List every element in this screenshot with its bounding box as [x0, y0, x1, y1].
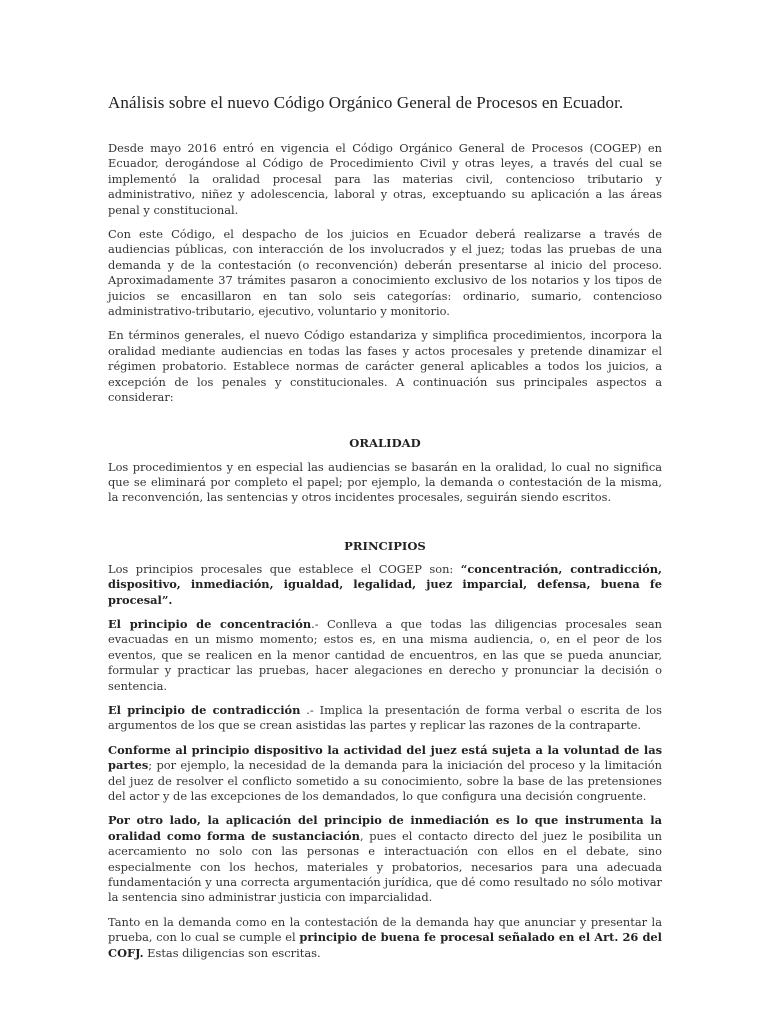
principio-inmediacion-paragraph	[108, 813, 662, 905]
principios-paragraph-1	[108, 562, 662, 608]
oralidad-paragraph: Los procedimientos y en especial las audiencias se basarán en la oralidad, lo cual no significa que se eliminará por completo el papel; por ejemplo, la demanda o contestación de la misma, la reconvención, las sentencias y otros incidentes procesales, seguirán siendo escritos.	[108, 459, 662, 505]
principio-inmediacion-text: , pues el contacto directo del juez le posibilita un acercamiento no solo con las personas e interactuación con ellos en el debate, sino especialmente con los hechos, materiales y probatorios, necesarios para una adecuada fundamentación y una correcta argumentación jurídica, que dé como resultado no sólo motivar la sentencia sino administrar justicia con imparcialidad.	[108, 828, 662, 905]
principios-list: “concentración, contradicción, dispositivo, inmediación, igualdad, legalidad, juez imparcial, defensa, buena fe procesal”.	[108, 561, 663, 607]
section-heading-oralidad: ORALIDAD	[349, 435, 421, 450]
document-title: Análisis sobre el nuevo Código Orgánico General de Procesos en Ecuador.	[108, 93, 624, 112]
intro-paragraph-2: Con este Código, el despacho de los juicios en Ecuador deberá realizarse a través de audiencias públicas, con interacción de los involucrados y el juez; todas las pruebas de una demanda y de la contestación (o reconvención) deberán presentarse al inicio del proceso. Aproximadamente 37 trámites pasaron a conocimiento exclusivo de los notarios y los tipos de juicios se encasillaron en tan solo seis categorías: ordinario, sumario, contencioso administrativo-tributario, ejecutivo, voluntario y monitorio.	[108, 227, 662, 319]
intro-paragraph-3: En términos generales, el nuevo Código estandariza y simplifica procedimientos, incorpora la oralidad mediante audiencias en todas las fases y actos procesales y pretende dinamizar el régimen probatorio. Establece normas de carácter general aplicables a todos los juicios, a excepción de los penales y constitucionales. A continuación sus principales aspectos a considerar:	[108, 328, 662, 405]
buena-fe-paragraph	[108, 915, 662, 961]
principio-contradiccion-text: .- Implica la presentación de forma verbal o escrita de los argumentos de los que se crean asistidas las partes y replicar las razones de la contraparte.	[108, 702, 662, 733]
intro-paragraph-1: Desde mayo 2016 entró en vigencia el Código Orgánico General de Procesos (COGEP) en Ecuador, derogándose al Código de Procedimiento Civil y otras leyes, a través del cual se implementó la oralidad procesal para las materias civil, contencioso tributario y administrativo, niñez y adolescencia, laboral y otras, exceptuando su aplicación a las áreas penal y constitucional.	[108, 141, 662, 217]
principio-dispositivo-text: ; por ejemplo, la necesidad de la demanda para la iniciación del proceso y la limitación del juez de resolver el conflicto sometido a su conocimiento, sobre la base de las pretensiones del actor y de las excepciones de los demandados, lo que configura una decisión congruente.	[108, 758, 662, 803]
principio-concentracion-paragraph	[108, 617, 662, 694]
principio-concentracion-term: El principio de concentración	[108, 616, 312, 631]
section-heading-principios: PRINCIPIOS	[344, 538, 426, 553]
buena-fe-text-b: Estas diligencias son escritas.	[143, 945, 321, 960]
principio-concentracion-text: .- Conlleva a que todas las diligencias procesales sean evacuadas en un mismo momento; estos es, en una misma audiencia, o, en el peor de los eventos, que se realicen en la menor cantidad de encuentros, en las que se pueda anunciar, formular y practicar las pruebas, hacer alegaciones en derecho y pronunciar la decisión o sentencia.	[108, 616, 662, 693]
principio-contradiccion-term: El principio de contradicción	[108, 702, 301, 717]
principio-dispositivo-paragraph	[108, 743, 662, 805]
buena-fe-term: principio de buena fe procesal señalado en el Art. 26 del COFJ.	[108, 930, 662, 960]
principios-intro-text: Los principios procesales que establece el COGEP son:	[108, 561, 461, 576]
principio-contradiccion-paragraph	[108, 703, 662, 734]
principio-dispositivo-term: Conforme al principio dispositivo la actividad del juez está sujeta a la voluntad de las partes	[108, 742, 662, 773]
principio-inmediacion-term: Por otro lado, la aplicación del principio de inmediación es lo que instrumenta la oralidad como forma de sustanciación	[108, 813, 662, 843]
buena-fe-text-a: Tanto en la demanda como en la contestación de la demanda hay que anunciar y presentar la prueba, con lo cual se cumple el	[108, 914, 662, 945]
